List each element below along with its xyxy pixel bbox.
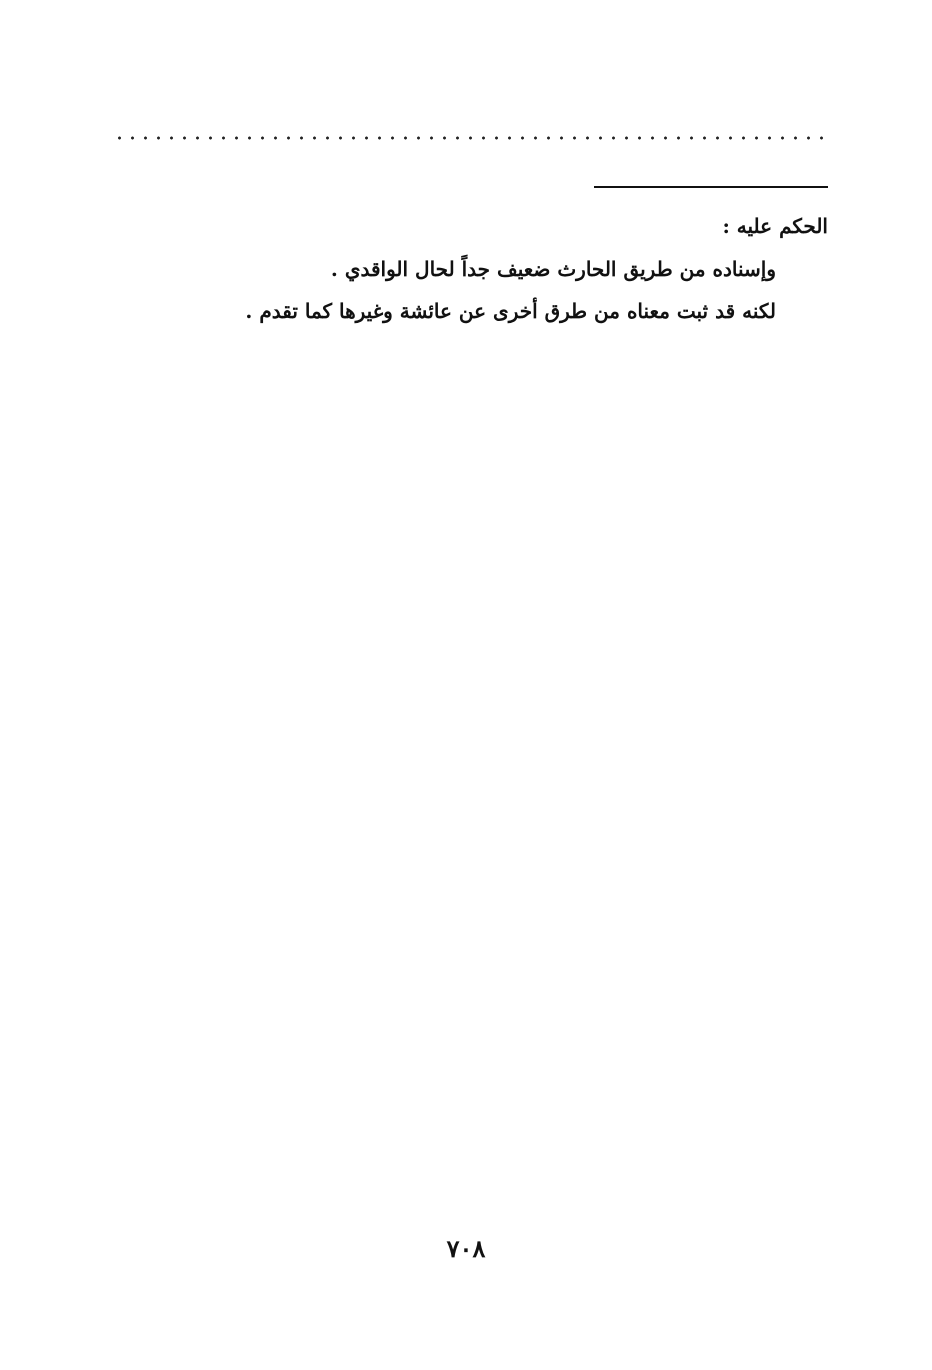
section-rule	[594, 186, 828, 188]
text-block	[188, 208, 828, 332]
page-number: ٧٠٨	[446, 1234, 486, 1263]
paragraph-isnad: وإسناده من طريق الحارث ضعيف جداً لحال الواقدي .	[330, 257, 776, 281]
paragraph-meaning: لكنه قد ثبت معناه من طرق أخرى عن عائشة وغيرها كما تقدم .	[245, 299, 776, 323]
section-heading: الحكم عليه :	[722, 214, 828, 238]
dotted-separator	[113, 136, 828, 140]
